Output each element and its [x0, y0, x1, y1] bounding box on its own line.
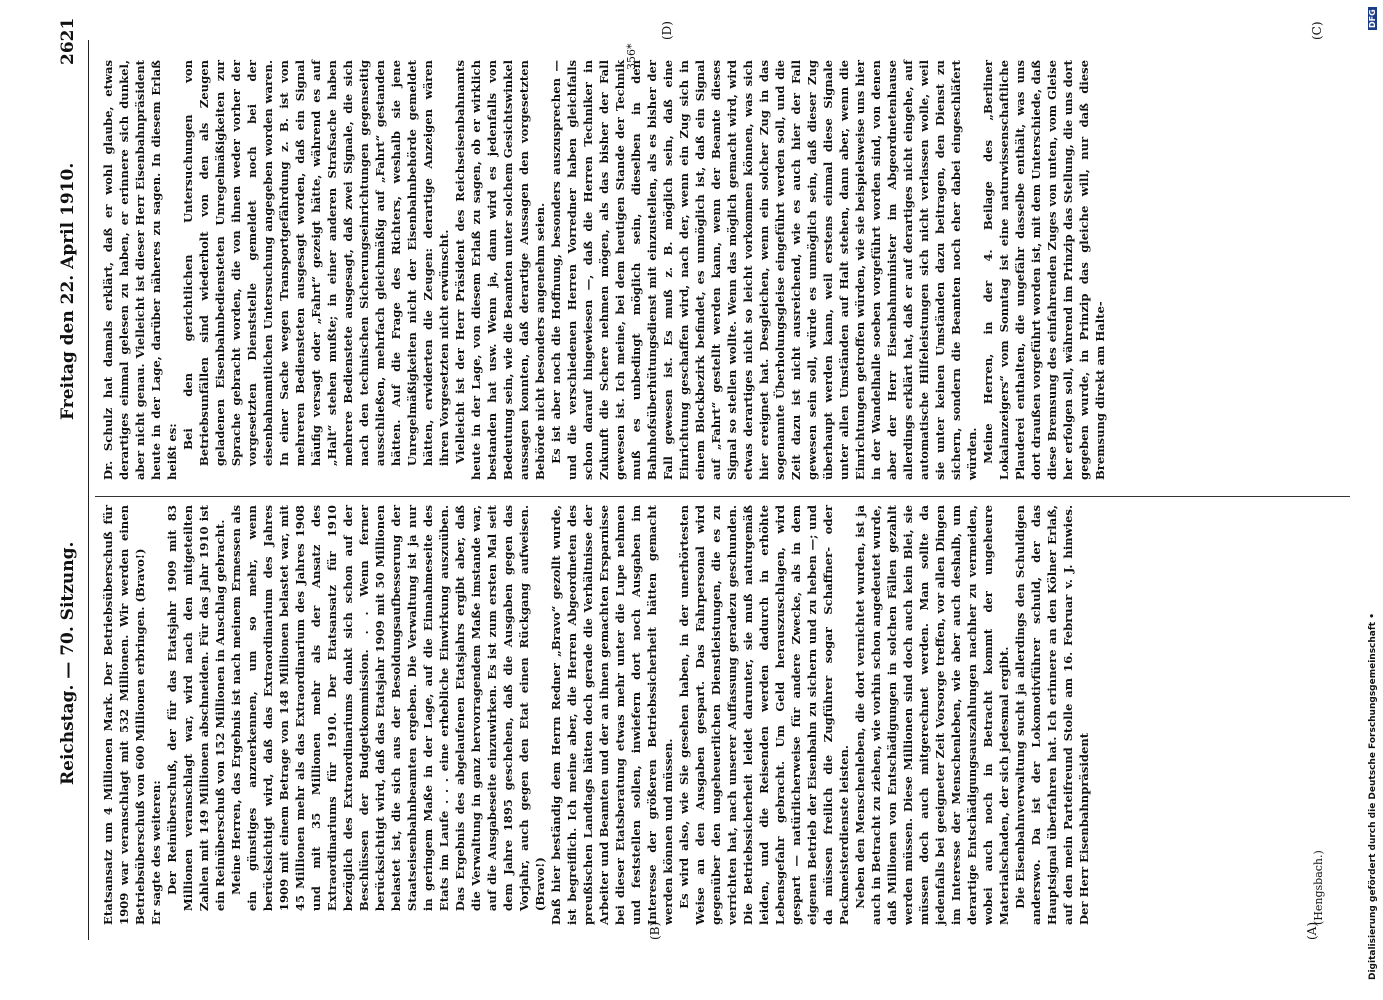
paragraph: Daß hier beständig dem Herrn Redner „Bravo“ gezollt wurde, ist begreiflich. Ich meine aber, die Herren Abgeordneten des preußischen Landtags hätten doch gerade die Verhältnisse der Arbeiter und Beamten und der an ihnen gemachten Ersparnisse bei dieser Etatsberatung etwas mehr unter die Lupe nehmen und feststellen sollen, inwiefern dort noch Ausgaben im Interesse der größeren Betriebssicherheit hätten gemacht werden können und müssen. [549, 505, 675, 925]
side-note-text: Digitalisierung gefördert durch die Deutsche Forschungsgemeinschaft • [1368, 613, 1378, 980]
paragraph: Der Reinüberschuß, der für das Etatsjahr 1909 mit 83 Millionen veranschlagt war, wird nach den mitgeteilten Zahlen mit 149 Millionen abschneiden. Für das Jahr 1910 ist ein Reinüberschuß von 152 Millionen in Anschlag gebracht. [165, 505, 227, 912]
signature-mark: 356* [625, 43, 638, 70]
paragraph: Bei den gerichtlichen Untersuchungen von Betriebsunfällen sind wiederholt von den als Zeugen geladenen Eisenbahnbediensteten Unregelmäßigkeiten zur Sprache gebracht worden, die von ihnen weder vorher der vorgesetzten Dienststelle gemeldet noch bei der eisenbahnamtlichen Untersuchung angegeben worden waren. In einer Sache wegen Transportgefährdung z. B. ist von mehreren Bediensteten ausgesagt worden, daß ein Signal häufig versagt oder „Fahrt“ gezeigt hätte, während es auf „Halt“ stehen mußte; in einer anderen Strafsache haben mehrere Bedienstete ausgesagt, daß zwei Signale, die sich nach den technischen Sicherungseinrichtungen gegenseitig ausschließen, mehrfach gleichmäßig auf „Fahrt“ gestanden hätten. Auf die Frage des Richters, weshalb sie jene Unregelmäßigkeiten nicht der Eisenbahnbehörde gemeldet hätten, erwiderten die Zeugen: derartige Anzeigen wären ihren Vorgesetzten nicht erwünscht. [181, 60, 451, 467]
paragraph: Meine Herren, in der 4. Beilage des „Berliner Lokalanzeigers“ vom Sonntag ist eine naturwissenschaftliche Plauderei enthalten, die ungefähr dasselbe enthält, was uns dort draußen vorgeführt worden ist, mit dem Unterschiede, daß diese Bremsung des einfahrenden Zuges von unten, vom Gleise her erfolgen soll, während im Prinzip das Stellung, die uns dort gegeben wurde, in Prinzip das gleiche will, nur daß diese Bremsung direkt am Halte- [981, 60, 1107, 480]
speaker-name: (Hengsbach.) [1312, 850, 1325, 925]
margin-marker-a: (A) [1305, 921, 1319, 940]
paragraph: Es ist aber noch die Hoffnung, besonders auszusprechen — und die verschiedenen Herren Vorredner haben gleichfalls schon darauf hingewiesen —, daß die Herren Techniker in Zukunft die Schere nehmen mögen, als das bisher der Fall gewesen ist. Ich meine, bei dem heutigen Stande der Technik muß es unbedingt möglich sein, dieselben in den Bahnhofsüberhütungsdienst mit einzustellen, als es bisher der Fall gewesen ist. Es muß z. B. möglich sein, daß eine Einrichtung geschaffen wird, nach der, wenn ein Zug sich in einem Blockbezirk befindet, es unmöglich ist, daß ein Signal auf „Fahrt“ gestellt werden kann, wenn der Beamte dieses Signal so stellen wollte. Wenn das möglich gemacht wird, wird etwas derartiges nicht so leicht vorkommen können, was sich hier ereignet hat. Desgleichen, wenn ein solcher Zug in das sogenannte Überholungsgleise eingeführt werden soll, und die Zeit dazu ist nicht ausreichend, wie es auch hier der Fall gewesen sein soll, würde es unmöglich sein, daß dieser Zug überhaupt werden kann, weil erstens einmal diese Signale unter allen Umständen auf Halt stehen, dann aber, wenn die Einrichtungen getroffen würden, wie sie beispielsweise uns hier in der Wandelhalle soeben vorgeführt worden sind, von denen aber der Herr Eisenbahnminister im Abgeordnetenhause allerdings erklärt hat, daß er auf derartiges nicht eingehe, auf automatische Hilfeleistungen sich nicht verlassen wolle, weil sie unter keinen Umständen dazu beitragen, den Dienst zu sichern, sondern die Beamten noch eher dabei eingeschläfert würden. [549, 60, 979, 480]
header-rule [88, 40, 89, 940]
paragraph: Vielleicht ist der Herr Präsident des Reichseisenbahnamts heute in der Lage, von diesem Erlaß zu sagen, ob er wirklich bestanden hat usw. Wenn ja, dann wird es jedenfalls von Bedeutung sein, wie die Beamten unter solchem Gesichtswinkel aussagen konnten, daß derartige Aussagen den vorgesetzten Behörde nicht besonders angenehm seien. [453, 60, 547, 480]
paragraph: Es wird also, wie Sie gesehen haben, in der unerhörtesten Weise an den Ausgaben gespart. Das Fahrpersonal wird gegenüber den ungeheuerlichen Dienstleistungen, die es zu verrichten hat, nach unserer Auffassung geradezu geschunden. Die Betriebssicherheit leidet darunter, sie muß naturgemäß leiden, und die Reisenden werden dadurch in erhöhte Lebensgefahr gebracht. Um Geld herauszuschlagen, wird gespart — natürlicherweise für andere Zwecke, als in dem eigenen Betrieb der Eisenbahn zu sichern und zu heben —; und da müssen freilich die Zugführer sogar Schaffner- oder Packmeisterdienste leisten. [677, 505, 851, 925]
margin-marker-d: (D) [660, 21, 674, 40]
paragraph: Die Eisenbahnverwaltung sucht ja allerdings den Schuldigen anderswo. Da ist der Lokomotivführer schuld, der das Hauptsignal überfahren hat. Ich erinnere an den Kölner Erlaß, auf den mein Parteifreund Stolle am 16. Februar v. J. hinwies. Der Herr Eisenbahnpräsident [1013, 505, 1091, 925]
dfg-logo: DFG [1368, 9, 1377, 28]
page-header [58, 0, 86, 1000]
paragraph: Er sagte des weiteren: [149, 780, 163, 925]
digitization-note [1368, 0, 1383, 1000]
paragraph: Neben den Menschenleben, die dort vernichtet wurden, ist ja auch in Betracht zu ziehen, wie vorhin schon angedeutet wurde, daß Millionen von Entschädigungen in solchen Fällen gezahlt werden müssen. Diese Millionen sind doch auch kein Blei, sie müssen doch auch mitgerechnet werden. Man sollte da jedenfalls bei geeigneter Zeit Vorsorge treffen, vor allen Dingen im Interesse der Menschenleben, wie aber auch deshalb, um derartige Entschädigungsauszahlungen nachher zu vermeiden, wobei auch noch in Betracht kommt der ungeheure Materialschaden, der sich jedesmal ergibt. [853, 505, 1011, 925]
margin-marker-c: (C) [1310, 21, 1324, 40]
paragraph: Etatsansatz um 4 Millionen Mark. Der Betriebsüberschuß für 1909 war veranschlagt mit 532 Millionen. Wir werden einen Betriebsüberschuß von 600 Millionen erbringen. (Bravo!) [101, 505, 147, 925]
margin-marker-b: (B) [648, 921, 662, 940]
paragraph: Meine Herren, das Ergebnis ist nach meinem Ermessen als ein günstiges anzuerkennen, um so mehr, wenn berücksichtigt wird, daß das Extraordinarium des Jahres 1909 mit einem Betrage von 148 Millionen belastet war, mit 45 Millionen mehr als das Extraordinarium des Jahres 1908 und mit 35 Millionen mehr als der Ansatz des Extraordinariums für 1910. Der Etatsansatz für 1910 bezüglich des Extraordinariums dankt sich schon auf der Beschlüssen der Budgetkommission. . . Wenn ferner berücksichtigt wird, daß das Etatsjahr 1909 mit 50 Millionen belastet ist, die sich aus der Besoldungsaufbesserung der Staatseisenbahnbeamten ergeben. Die Verwaltung ist ja nur in geringem Maße in der Lage, auf die Einnahmeseite des Etats im Laufe . . . eine erhebliche Einwirkung auszuüben. Das Ergebnis des abgelaufenen Etatsjahrs ergibt aber, daß die Verwaltung in ganz hervorragendem Maße imstande war, auf die Ausgabeseite einzuwirken. Es ist zum ersten Mal seit dem Jahre 1895 geschehen, daß die Ausgaben gegen das Vorjahr, auch gegen den Etat einen Rückgang aufweisen. (Bravo!) [229, 505, 547, 912]
right-column [100, 60, 1108, 480]
left-column [100, 505, 1092, 925]
header-left: Reichstag. — 70. Sitzung. [58, 541, 78, 785]
column-divider [95, 496, 1350, 497]
page-number: 2621 [58, 17, 78, 65]
header-date: Freitag den 22. April 1910. [58, 162, 78, 420]
paragraph: Dr. Schulz hat damals erklärt, daß er wohl glaube, etwas derartiges einmal gelesen zu haben, er erinnere sich dunkel, aber nicht genau. Vielleicht ist dieser Herr Eisenbahnpräsident heute in der Lage, darüber näheres zu sagen. In diesem Erlaß heißt es: [101, 60, 179, 480]
